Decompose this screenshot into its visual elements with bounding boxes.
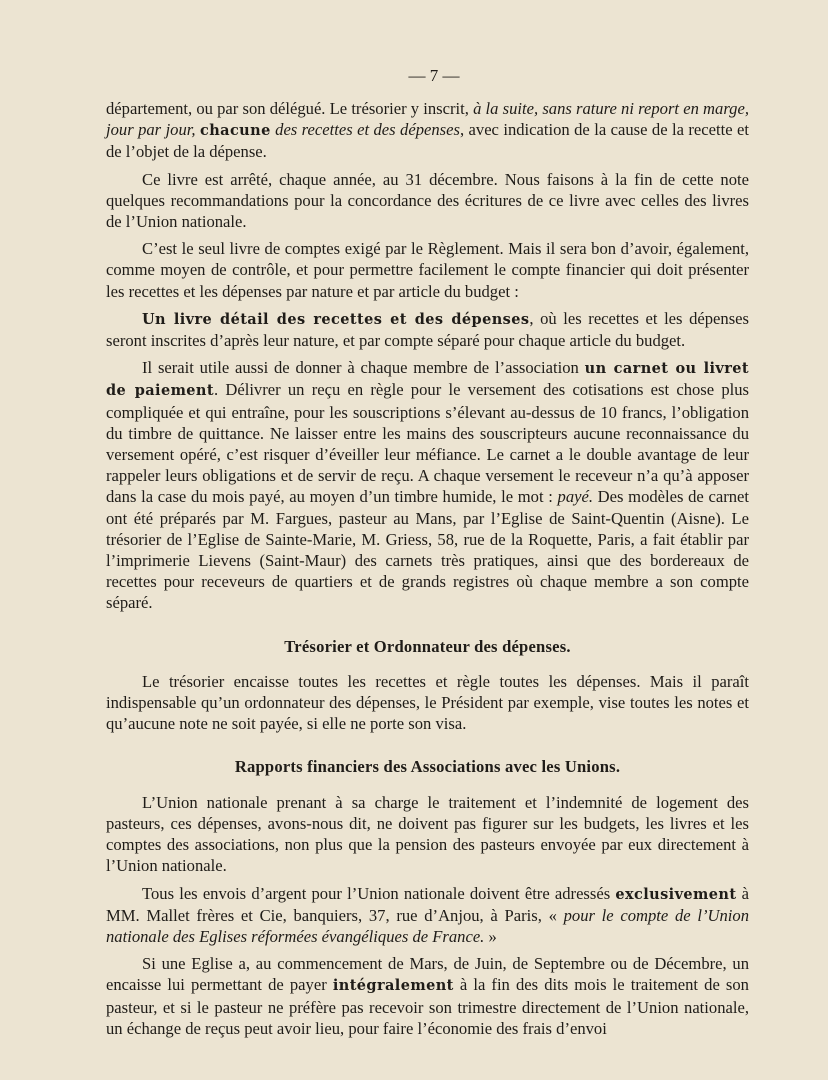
section-heading-rapports: Rapports financiers des Associations avec les Unions. [234, 757, 621, 777]
p9-text-a: Si une Eglise a, au commencement de Mars, de Juin, de Septembre ou de Décembre, un encaisse lui permettant de payer [106, 954, 749, 995]
paragraph-6: Le trésorier encaisse toutes les recettes et règle toutes les dépenses. Mais il paraît indispensable qu’un ordonnateur des dépenses, le Président par exemple, vise toutes les notes et qu’aucune note ne soit payée, si elle ne porte son visa. [106, 671, 749, 734]
p8-italic-d: pour le compte de l’Union nationale des Eglises réformées évangéliques de France. [106, 905, 749, 946]
p1-text-a: département, ou par son délégué. Le trésorier y inscrit, [106, 99, 474, 118]
p1-italic-b: à la suite, sans rature ni report en marge, jour par jour, [106, 99, 749, 140]
p1-bold-d: chacune [199, 122, 271, 140]
p1-text-g: , avec indication de la cause de la recette et de l’objet de la dépense. [106, 120, 750, 162]
p8-text-e: » [484, 926, 497, 946]
paragraph-9 [106, 953, 749, 1039]
p8-text-c: à MM. Mallet frères et Cie, banquiers, 37, rue d’Anjou, à Paris, « [106, 883, 749, 925]
p5-text-e: Des modèles de carnet ont été préparés par M. Fargues, pasteur au Mans, par l’Eglise de Saint-Quentin (Aisne). Le trésorier de l’Eglise de Sainte-Marie, M. Griess, 58, rue de la Roquette, Paris, a fait établir par l’imprimerie Lievens (Saint-Maur) des carnets très pratiques, ainsi que des bordereaux de recettes pour receveurs de quartiers et de grands registres où chaque membre a son compte séparé. [106, 487, 749, 613]
paragraph-8 [106, 883, 749, 948]
paragraph-5 [106, 357, 749, 613]
p5-text-c: . Délivrer un reçu en règle pour le versement des cotisations est chose plus compliquée et qui entraîne, pour les souscriptions s’élevant au-dessus de 10 francs, l’obligation du timbre de quittance. Ne laisser entre les mains des souscripteurs aucune reconnaissance du versement opéré, c’est risquer d’éveiller leur méfiance. Le carnet a le double avantage de leur rappeler leurs obligations et de servir de reçu. A chaque versement le receveur n’a qu’à apposer dans la case du mois payé, au moyen d’un timbre humide, le mot : [106, 380, 750, 507]
p9-bold-b: intégralement [332, 977, 454, 995]
body-text [106, 98, 749, 1045]
paragraph-4 [106, 308, 749, 351]
p1-italic-f: des recettes et des dépenses [275, 120, 460, 140]
p4-text-b: , où les recettes et les dépenses seront inscrites d’après leur nature, et par compte séparé pour chaque article du budget. [106, 308, 749, 351]
paragraph-1 [106, 98, 749, 163]
p8-bold-b: exclusivement [615, 885, 737, 903]
page-number: — 7 — [408, 66, 460, 85]
paragraph-7: L’Union nationale prenant à sa charge le traitement et l’indemnité de logement des pasteurs, ces dépenses, avons-nous dit, ne doivent pas figurer sur les budgets, les livres et les comptes des associations, non plus que la pension des pasteurs envoyée par eux directement à l’Union nationale. [106, 792, 749, 876]
p5-text-a: Il serait utile aussi de donner à chaque membre de l’association [142, 358, 585, 378]
paragraph-2: Ce livre est arrêté, chaque année, au 31 décembre. Nous faisons à la fin de cette note quelques recommandations pour la concordance des écritures de ce livre avec celles des livres de l’Union nationale. [106, 169, 749, 232]
p4-bold-a: Un livre détail des recettes et des dépenses [142, 310, 530, 328]
p5-italic-d: payé. [557, 487, 594, 507]
section-heading-tresorier: Trésorier et Ordonnateur des dépenses. [284, 636, 571, 656]
paragraph-3: C’est le seul livre de comptes exigé par le Règlement. Mais il sera bon d’avoir, également, comme moyen de contrôle, et pour permettre facilement le compte financier qui doit présenter les recettes et les dépenses par nature et par article du budget : [106, 239, 749, 301]
p5-bold-b: un carnet ou livret de paiement [106, 360, 749, 400]
p9-text-c: à la fin des dits mois le traitement de son pasteur, et si le pasteur ne préfère pas recevoir son trimestre directement de l’Union nationale, un échange de reçus peut avoir lieu, pour faire l’économie des frais d’envoi [106, 975, 749, 1038]
p8-text-a: Tous les envois d’argent pour l’Union nationale doivent être adressés [142, 883, 616, 903]
